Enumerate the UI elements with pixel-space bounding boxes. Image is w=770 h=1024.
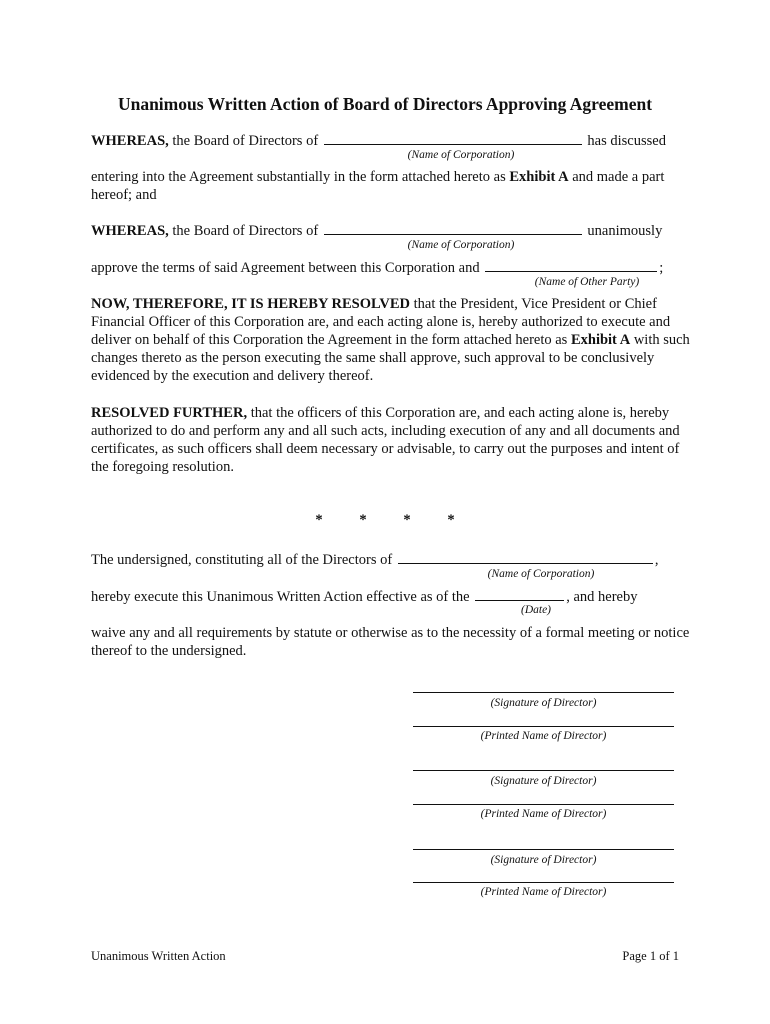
whereas-1-text-after: has discussed — [583, 133, 666, 149]
execute-text-after: , and hereby — [566, 589, 638, 605]
date-field[interactable] — [475, 587, 564, 601]
whereas-2-line — [91, 221, 691, 240]
resolved-further-text: that the officers of this Corporation are, and each acting alone is, hereby authorized to do and perform any and all such acts, including execution of any and all documents and certificates, as such officers shall deem necessary or advisable, to carry out the purposes and intent of the foregoing resolution. — [91, 405, 680, 475]
whereas-2-text-after: unanimously — [583, 223, 663, 239]
whereas-1-continuation-b: and made a part hereof; and — [91, 169, 665, 203]
waive-paragraph: waive any and all requirements by statute or otherwise as to the necessity of a formal meeting or notice thereof to the undersigned. — [91, 625, 690, 659]
corporation-name-field-2[interactable] — [324, 221, 582, 235]
printed-name-caption-3: (Printed Name of Director) — [480, 886, 607, 898]
whereas-1-line — [91, 131, 691, 150]
approve-end: ; — [659, 260, 664, 276]
execute-line — [91, 587, 691, 606]
execute-text-before: hereby execute this Unanimous Written Action effective as of the — [91, 589, 474, 605]
date-caption: (Date) — [520, 604, 551, 616]
signature-caption-2: (Signature of Director) — [490, 775, 597, 787]
signature-line-1[interactable] — [413, 692, 674, 693]
corporation-name-caption-1: (Name of Corporation) — [407, 149, 515, 161]
printed-name-caption-2: (Printed Name of Director) — [480, 808, 607, 820]
footer-left: Unanimous Written Action — [91, 949, 226, 963]
printed-name-line-1[interactable] — [413, 726, 674, 727]
other-party-name-field[interactable] — [485, 258, 657, 272]
whereas-1-continuation — [91, 168, 691, 204]
resolved-text-a: that the President, Vice President or Chief Financial Officer of this Corporation are, and each acting alone is, hereby authorized to execute and deliver on behalf of this Corporation the Agreement in the form attached hereto as — [91, 296, 671, 348]
resolved-text-b: with such changes thereto as the person executing the same shall approve, such approval to be conclusively evidenced by the execution and delivery thereof. — [91, 332, 690, 384]
corporation-name-field-1[interactable] — [324, 131, 582, 145]
whereas-2-lead: WHEREAS, — [91, 223, 169, 239]
other-party-caption: (Name of Other Party) — [534, 276, 640, 288]
footer-page-number: Page 1 of 1 — [622, 949, 679, 963]
approve-text: approve the terms of said Agreement between this Corporation and — [91, 260, 484, 276]
whereas-1-text-before: the Board of Directors of — [168, 133, 322, 149]
approve-line — [91, 258, 691, 277]
corporation-name-caption-3: (Name of Corporation) — [487, 568, 595, 580]
resolved-further-lead: RESOLVED FURTHER, — [91, 405, 248, 421]
whereas-2-text-before: the Board of Directors of — [168, 223, 322, 239]
resolved-paragraph — [91, 295, 691, 385]
printed-name-line-2[interactable] — [413, 804, 674, 805]
corporation-name-caption-2: (Name of Corporation) — [407, 239, 515, 251]
document-title: Unanimous Written Action of Board of Directors Approving Agreement — [117, 94, 653, 114]
signature-line-2[interactable] — [413, 770, 674, 771]
undersigned-line — [91, 550, 691, 569]
separator-star: * — [403, 512, 411, 528]
undersigned-text-after: , — [654, 552, 659, 568]
signature-caption-1: (Signature of Director) — [490, 697, 597, 709]
separator-star: * — [315, 512, 323, 528]
whereas-1-continuation-a: entering into the Agreement substantially in the form attached hereto as — [91, 169, 510, 185]
separator-star: * — [447, 512, 455, 528]
printed-name-caption-1: (Printed Name of Director) — [480, 730, 607, 742]
resolved-lead: NOW, THEREFORE, IT IS HEREBY RESOLVED — [91, 296, 410, 312]
resolved-further-paragraph — [91, 404, 691, 476]
exhibit-a-bold-1: Exhibit A — [509, 169, 569, 185]
undersigned-text-before: The undersigned, constituting all of the Directors of — [91, 552, 396, 568]
exhibit-a-bold-2: Exhibit A — [570, 332, 631, 348]
printed-name-line-3[interactable] — [413, 882, 674, 883]
signature-line-3[interactable] — [413, 849, 674, 850]
whereas-1-lead: WHEREAS, — [91, 133, 169, 149]
signature-caption-3: (Signature of Director) — [490, 854, 597, 866]
separator-star: * — [359, 512, 367, 528]
section-separator — [0, 512, 770, 529]
corporation-name-field-3[interactable] — [398, 550, 653, 564]
